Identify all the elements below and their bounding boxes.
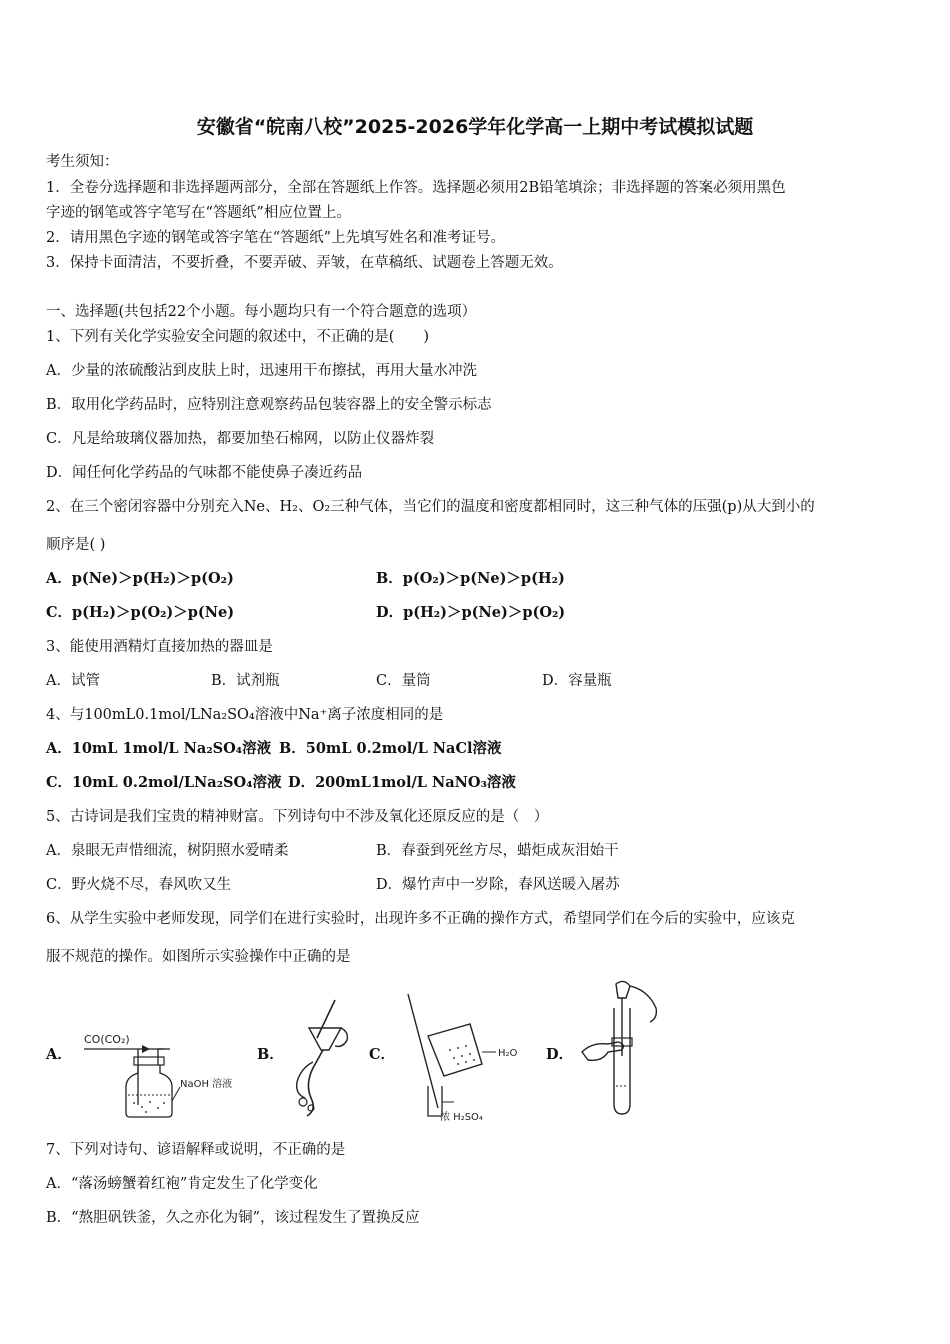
q3-option-a[interactable]: A．试管	[46, 673, 100, 689]
page-title: 安徽省“皖南八校”2025-2026学年化学高一上期中考试模拟试题	[196, 116, 754, 138]
q7-stem: 7、下列对诗句、谚语解释或说明，不正确的是	[46, 1142, 346, 1158]
section-heading: 一、选择题(共包括22个小题。每小题均只有一个符合题意的选项）	[46, 304, 477, 320]
q6-option-b-label[interactable]: B．	[257, 1046, 284, 1063]
q4-option-b[interactable]: B．50mL 0.2mol/L NaCl溶液	[279, 740, 502, 757]
notice-item-3: 3．保持卡面清洁，不要折叠，不要弄破、弄皱，在草稿纸、试题卷上答题无效。	[46, 255, 563, 271]
figure-c-acid-label: 浓 H₂SO₄	[440, 1112, 483, 1122]
figure-c-water-label: H₂O	[498, 1048, 518, 1059]
q1-option-d[interactable]: D．闻任何化学药品的气味都不能使鼻子凑近药品	[46, 465, 363, 481]
q2-stem-cont: 顺序是( )	[46, 537, 106, 553]
q6-option-c-label[interactable]: C．	[369, 1046, 396, 1063]
q5-option-b[interactable]: B．春蚕到死丝方尽，蜡炬成灰泪始干	[376, 843, 619, 859]
q7-option-b[interactable]: B．“熬胆矾铁釜，久之亦化为铜”，该过程发生了置换反应	[46, 1210, 420, 1226]
figure-c-dilution	[400, 990, 530, 1122]
notice-item-2: 2．请用黑色字迹的钢笔或答字笔在“答题纸”上先填写姓名和准考证号。	[46, 230, 506, 246]
notice-item-1-cont: 字迹的钢笔或答字笔写在“答题纸”相应位置上。	[46, 205, 351, 221]
q1-option-b[interactable]: B．取用化学药品时，应特别注意观察药品包装容器上的安全警示标志	[46, 397, 492, 413]
q2-option-a[interactable]: A．p(Ne)＞p(H₂)＞p(O₂)	[46, 570, 234, 587]
figure-b-funnel-operation	[283, 998, 355, 1120]
q4-option-a[interactable]: A．10mL 1mol/L Na₂SO₄溶液	[46, 740, 272, 757]
q1-stem: 1、下列有关化学实验安全问题的叙述中，不正确的是( )	[46, 329, 430, 345]
q6-stem-cont: 服不规范的操作。如图所示实验操作中正确的是	[46, 949, 351, 965]
q4-stem: 4、与100mL0.1mol/LNa₂SO₄溶液中Na⁺离子浓度相同的是	[46, 707, 444, 723]
q3-option-b[interactable]: B．试剂瓶	[211, 673, 280, 689]
figure-a-gas-label: CO(CO₂)	[84, 1033, 130, 1046]
q5-option-d[interactable]: D．爆竹声中一岁除，春风送暖入屠苏	[376, 877, 620, 893]
q4-option-c[interactable]: C．10mL 0.2mol/LNa₂SO₄溶液	[46, 774, 282, 791]
q1-option-a[interactable]: A．少量的浓硫酸沾到皮肤上时，迅速用干布擦拭，再用大量水冲洗	[46, 363, 477, 379]
q3-stem: 3、能使用酒精灯直接加热的器皿是	[46, 639, 273, 655]
figure-a-solution-label: NaOH 溶液	[180, 1079, 233, 1090]
q5-option-c[interactable]: C．野火烧不尽，春风吹又生	[46, 877, 232, 893]
q4-option-d[interactable]: D．200mL1mol/L NaNO₃溶液	[288, 774, 516, 791]
q2-option-c[interactable]: C．p(H₂)＞p(O₂)＞p(Ne)	[46, 604, 235, 621]
q1-option-c[interactable]: C．凡是给玻璃仪器加热，都要加垫石棉网，以防止仪器炸裂	[46, 431, 435, 447]
q6-stem: 6、从学生实验中老师发现，同学们在进行实验时，出现许多不正确的操作方式，希望同学们在今后的实验中，应该克	[46, 911, 795, 927]
figure-d-dropper-test-tube	[578, 978, 664, 1120]
q5-option-a[interactable]: A．泉眼无声惜细流，树阴照水爱晴柔	[46, 843, 289, 859]
q3-option-d[interactable]: D．容量瓶	[542, 673, 612, 689]
q6-option-a-label[interactable]: A．	[46, 1046, 72, 1063]
q3-option-c[interactable]: C．量筒	[376, 673, 431, 689]
q7-option-a[interactable]: A．“落汤螃蟹着红袍”肯定发生了化学变化	[46, 1176, 318, 1192]
q2-option-d[interactable]: D．p(H₂)＞p(Ne)＞p(O₂)	[376, 604, 566, 621]
q2-stem: 2、在三个密闭容器中分别充入Ne、H₂、O₂三种气体，当它们的温度和密度都相同时，这三种气体的压强(p)从大到小的	[46, 499, 815, 515]
q5-stem: 5、古诗词是我们宝贵的精神财富。下列诗句中不涉及氧化还原反应的是（ ）	[46, 809, 549, 825]
q6-option-d-label[interactable]: D．	[546, 1046, 574, 1063]
notice-heading: 考生须知：	[46, 154, 119, 170]
notice-item-1: 1．全卷分选择题和非选择题两部分，全部在答题纸上作答。选择题必须用2B铅笔填涂；非选择题的答案必须用黑色	[46, 180, 786, 196]
q2-option-b[interactable]: B．p(O₂)＞p(Ne)＞p(H₂)	[376, 570, 565, 587]
figure-a-gas-washing-bottle	[76, 1025, 246, 1120]
